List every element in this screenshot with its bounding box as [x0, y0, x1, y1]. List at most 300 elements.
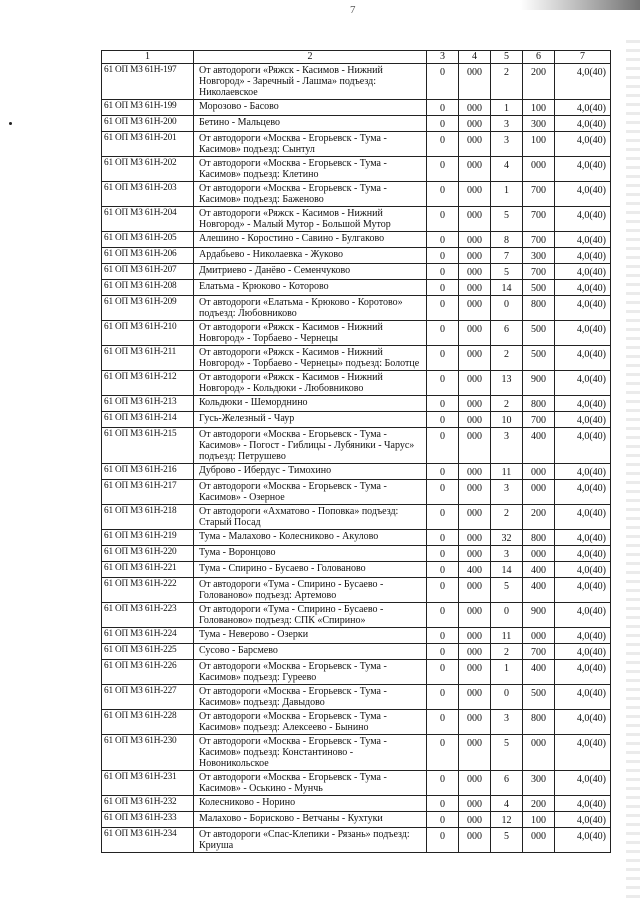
road-code: 61 ОП МЗ 61Н-206 [102, 248, 194, 264]
length-km: 12 [491, 812, 523, 828]
road-code: 61 ОП МЗ 61Н-213 [102, 396, 194, 412]
table-row [102, 828, 611, 853]
length-m: 100 [523, 100, 555, 116]
start-m: 000 [459, 505, 491, 530]
road-code: 61 ОП МЗ 61Н-228 [102, 710, 194, 735]
road-code: 61 ОП МЗ 61Н-203 [102, 182, 194, 207]
road-name: От автодороги «Москва - Егорьевск - Тума - Касимов» подъезд: Гуреево [194, 660, 427, 685]
start-km: 0 [427, 828, 459, 853]
road-name: Дуброво - Ибердус - Тимохино [194, 464, 427, 480]
length-m: 400 [523, 562, 555, 578]
length-km: 2 [491, 505, 523, 530]
start-m: 000 [459, 480, 491, 505]
length-km: 8 [491, 232, 523, 248]
start-km: 0 [427, 505, 459, 530]
length-m: 700 [523, 182, 555, 207]
load-category: 4,0(40) [555, 182, 611, 207]
load-category: 4,0(40) [555, 296, 611, 321]
length-m: 800 [523, 296, 555, 321]
load-category: 4,0(40) [555, 828, 611, 853]
length-m: 000 [523, 828, 555, 853]
length-km: 4 [491, 157, 523, 182]
length-m: 400 [523, 660, 555, 685]
road-code: 61 ОП МЗ 61Н-234 [102, 828, 194, 853]
load-category: 4,0(40) [555, 346, 611, 371]
start-km: 0 [427, 248, 459, 264]
length-m: 000 [523, 157, 555, 182]
road-code: 61 ОП МЗ 61Н-222 [102, 578, 194, 603]
table-row [102, 464, 611, 480]
scan-shadow-right [626, 40, 640, 900]
length-m: 000 [523, 628, 555, 644]
length-km: 3 [491, 546, 523, 562]
length-km: 2 [491, 396, 523, 412]
table-row [102, 64, 611, 100]
road-code: 61 ОП МЗ 61Н-200 [102, 116, 194, 132]
length-km: 10 [491, 412, 523, 428]
start-km: 0 [427, 412, 459, 428]
start-km: 0 [427, 321, 459, 346]
start-m: 000 [459, 796, 491, 812]
road-code: 61 ОП МЗ 61Н-210 [102, 321, 194, 346]
table-body [102, 64, 611, 853]
load-category: 4,0(40) [555, 505, 611, 530]
road-name: Сусово - Барсмево [194, 644, 427, 660]
length-km: 13 [491, 371, 523, 396]
start-km: 0 [427, 735, 459, 771]
load-category: 4,0(40) [555, 371, 611, 396]
road-code: 61 ОП МЗ 61Н-227 [102, 685, 194, 710]
road-name: От автодороги «Москва - Егорьевск - Тума - Касимов» - Озерное [194, 480, 427, 505]
length-m: 400 [523, 578, 555, 603]
start-km: 0 [427, 628, 459, 644]
length-m: 700 [523, 264, 555, 280]
road-name: Ардабьево - Николаевка - Жуково [194, 248, 427, 264]
road-name: Кольдюки - Шеморднино [194, 396, 427, 412]
length-m: 500 [523, 346, 555, 371]
length-km: 1 [491, 182, 523, 207]
road-code: 61 ОП МЗ 61Н-226 [102, 660, 194, 685]
road-name: От автодороги «Тума - Спирино - Бусаево - Голованово» подъезд: Артемово [194, 578, 427, 603]
length-m: 200 [523, 505, 555, 530]
header-row [102, 51, 611, 64]
load-category: 4,0(40) [555, 464, 611, 480]
start-m: 000 [459, 100, 491, 116]
length-km: 32 [491, 530, 523, 546]
start-km: 0 [427, 207, 459, 232]
load-category: 4,0(40) [555, 396, 611, 412]
table-row [102, 182, 611, 207]
road-name: От автодороги «Москва - Егорьевск - Тума - Касимов» подъезд: Баженово [194, 182, 427, 207]
start-km: 0 [427, 182, 459, 207]
start-km: 0 [427, 480, 459, 505]
roads-table [101, 50, 611, 853]
table-row [102, 480, 611, 505]
table-row [102, 280, 611, 296]
length-km: 14 [491, 280, 523, 296]
road-name: Дмитриево - Данёво - Семенчуково [194, 264, 427, 280]
road-code: 61 ОП МЗ 61Н-221 [102, 562, 194, 578]
road-name: Гусь-Железный - Чаур [194, 412, 427, 428]
length-m: 500 [523, 321, 555, 346]
road-name: Малахово - Борисково - Ветчаны - Кухтуки [194, 812, 427, 828]
road-code: 61 ОП МЗ 61Н-201 [102, 132, 194, 157]
load-category: 4,0(40) [555, 264, 611, 280]
road-code: 61 ОП МЗ 61Н-223 [102, 603, 194, 628]
road-code: 61 ОП МЗ 61Н-230 [102, 735, 194, 771]
start-m: 000 [459, 371, 491, 396]
length-km: 5 [491, 578, 523, 603]
length-m: 200 [523, 64, 555, 100]
road-code: 61 ОП МЗ 61Н-208 [102, 280, 194, 296]
road-code: 61 ОП МЗ 61Н-207 [102, 264, 194, 280]
start-m: 000 [459, 771, 491, 796]
length-m: 900 [523, 371, 555, 396]
load-category: 4,0(40) [555, 321, 611, 346]
start-km: 0 [427, 644, 459, 660]
start-m: 000 [459, 264, 491, 280]
start-m: 000 [459, 232, 491, 248]
load-category: 4,0(40) [555, 248, 611, 264]
start-km: 0 [427, 771, 459, 796]
length-m: 000 [523, 546, 555, 562]
length-km: 0 [491, 296, 523, 321]
start-km: 0 [427, 562, 459, 578]
start-km: 0 [427, 428, 459, 464]
road-name: Тума - Малахово - Колесниково - Акулово [194, 530, 427, 546]
table-row [102, 371, 611, 396]
length-km: 1 [491, 100, 523, 116]
road-code: 61 ОП МЗ 61Н-202 [102, 157, 194, 182]
start-km: 0 [427, 232, 459, 248]
start-km: 0 [427, 280, 459, 296]
table-row [102, 412, 611, 428]
start-m: 000 [459, 280, 491, 296]
length-m: 800 [523, 396, 555, 412]
length-km: 3 [491, 428, 523, 464]
start-m: 000 [459, 530, 491, 546]
road-code: 61 ОП МЗ 61Н-212 [102, 371, 194, 396]
road-name: От автодороги «Ряжск - Касимов - Нижний Новгород» - Малый Мутор - Большой Мутор [194, 207, 427, 232]
length-km: 6 [491, 321, 523, 346]
table-row [102, 628, 611, 644]
start-m: 000 [459, 660, 491, 685]
load-category: 4,0(40) [555, 546, 611, 562]
road-code: 61 ОП МЗ 61Н-220 [102, 546, 194, 562]
start-m: 000 [459, 132, 491, 157]
road-name: Тума - Спирино - Бусаево - Голованово [194, 562, 427, 578]
length-km: 11 [491, 464, 523, 480]
start-m: 000 [459, 321, 491, 346]
table-row [102, 396, 611, 412]
length-m: 000 [523, 464, 555, 480]
start-m: 000 [459, 828, 491, 853]
table-row [102, 100, 611, 116]
load-category: 4,0(40) [555, 660, 611, 685]
road-name: От автодороги «Ахматово - Поповка» подъезд: Старый Посад [194, 505, 427, 530]
start-m: 000 [459, 644, 491, 660]
road-name: Елатьма - Крюково - Которово [194, 280, 427, 296]
table-row [102, 735, 611, 771]
start-km: 0 [427, 530, 459, 546]
start-km: 0 [427, 464, 459, 480]
length-m: 700 [523, 412, 555, 428]
load-category: 4,0(40) [555, 530, 611, 546]
road-code: 61 ОП МЗ 61Н-219 [102, 530, 194, 546]
page-number: 7 [350, 4, 356, 16]
load-category: 4,0(40) [555, 735, 611, 771]
load-category: 4,0(40) [555, 771, 611, 796]
road-name: От автодороги «Ряжск - Касимов - Нижний Новгород» - Кольдюки - Любовниково [194, 371, 427, 396]
length-km: 2 [491, 644, 523, 660]
length-m: 300 [523, 116, 555, 132]
road-name: Бетино - Мальцево [194, 116, 427, 132]
start-m: 000 [459, 396, 491, 412]
road-code: 61 ОП МЗ 61Н-205 [102, 232, 194, 248]
load-category: 4,0(40) [555, 100, 611, 116]
road-name: От автодороги «Тума - Спирино - Бусаево - Голованово» подъезд: СПК «Спирино» [194, 603, 427, 628]
road-code: 61 ОП МЗ 61Н-215 [102, 428, 194, 464]
table-row [102, 321, 611, 346]
start-m: 000 [459, 735, 491, 771]
column-header-7: 7 [555, 51, 611, 64]
length-km: 7 [491, 248, 523, 264]
road-name: Тума - Неверово - Озерки [194, 628, 427, 644]
length-km: 5 [491, 735, 523, 771]
start-m: 000 [459, 207, 491, 232]
start-m: 000 [459, 464, 491, 480]
table-row [102, 232, 611, 248]
length-km: 3 [491, 480, 523, 505]
table-row [102, 562, 611, 578]
table-row [102, 428, 611, 464]
start-km: 0 [427, 546, 459, 562]
column-header-1: 1 [102, 51, 194, 64]
column-header-5: 5 [491, 51, 523, 64]
start-km: 0 [427, 346, 459, 371]
start-m: 000 [459, 546, 491, 562]
length-km: 6 [491, 771, 523, 796]
road-code: 61 ОП МЗ 61Н-211 [102, 346, 194, 371]
length-km: 0 [491, 603, 523, 628]
road-name: Алешино - Коростино - Савино - Булгаково [194, 232, 427, 248]
road-name: От автодороги «Спас-Клепики - Рязань» подъезд: Криуша [194, 828, 427, 853]
start-m: 000 [459, 116, 491, 132]
load-category: 4,0(40) [555, 812, 611, 828]
start-m: 000 [459, 346, 491, 371]
length-m: 700 [523, 207, 555, 232]
length-km: 1 [491, 660, 523, 685]
road-name: От автодороги «Москва - Егорьевск - Тума - Касимов» подъезд: Клетино [194, 157, 427, 182]
load-category: 4,0(40) [555, 796, 611, 812]
length-m: 000 [523, 735, 555, 771]
length-km: 14 [491, 562, 523, 578]
start-km: 0 [427, 157, 459, 182]
start-km: 0 [427, 116, 459, 132]
start-km: 0 [427, 578, 459, 603]
column-header-2: 2 [194, 51, 427, 64]
table-row [102, 116, 611, 132]
length-km: 5 [491, 828, 523, 853]
length-km: 11 [491, 628, 523, 644]
road-code: 61 ОП МЗ 61Н-197 [102, 64, 194, 100]
length-km: 2 [491, 64, 523, 100]
start-m: 000 [459, 578, 491, 603]
start-m: 000 [459, 248, 491, 264]
road-name: От автодороги «Елатьма - Крюково - Коротово» подъезд: Любовниково [194, 296, 427, 321]
column-header-4: 4 [459, 51, 491, 64]
table-row [102, 796, 611, 812]
load-category: 4,0(40) [555, 578, 611, 603]
road-code: 61 ОП МЗ 61Н-224 [102, 628, 194, 644]
start-km: 0 [427, 296, 459, 321]
load-category: 4,0(40) [555, 116, 611, 132]
road-code: 61 ОП МЗ 61Н-218 [102, 505, 194, 530]
road-code: 61 ОП МЗ 61Н-204 [102, 207, 194, 232]
load-category: 4,0(40) [555, 710, 611, 735]
load-category: 4,0(40) [555, 685, 611, 710]
table-row [102, 771, 611, 796]
road-name: От автодороги «Ряжск - Касимов - Нижний Новгород» - Торбаево - Чернецы» подъезд: Болотце [194, 346, 427, 371]
load-category: 4,0(40) [555, 280, 611, 296]
start-m: 000 [459, 182, 491, 207]
road-code: 61 ОП МЗ 61Н-209 [102, 296, 194, 321]
table-row [102, 346, 611, 371]
road-name: Тума - Воронцово [194, 546, 427, 562]
road-name: От автодороги «Москва - Егорьевск - Тума - Касимов» - Погост - Гиблицы - Лубяники - Чарус» подъезд: Петрушево [194, 428, 427, 464]
road-code: 61 ОП МЗ 61Н-217 [102, 480, 194, 505]
load-category: 4,0(40) [555, 207, 611, 232]
load-category: 4,0(40) [555, 428, 611, 464]
road-code: 61 ОП МЗ 61Н-216 [102, 464, 194, 480]
column-header-6: 6 [523, 51, 555, 64]
start-m: 000 [459, 296, 491, 321]
table-row [102, 530, 611, 546]
start-km: 0 [427, 100, 459, 116]
length-m: 800 [523, 530, 555, 546]
road-code: 61 ОП МЗ 61Н-233 [102, 812, 194, 828]
load-category: 4,0(40) [555, 232, 611, 248]
road-name: От автодороги «Москва - Егорьевск - Тума - Касимов» подъезд: Алексеево - Бынино [194, 710, 427, 735]
length-m: 100 [523, 812, 555, 828]
table-row [102, 296, 611, 321]
start-km: 0 [427, 685, 459, 710]
length-m: 500 [523, 280, 555, 296]
table-row [102, 264, 611, 280]
road-code: 61 ОП МЗ 61Н-214 [102, 412, 194, 428]
start-km: 0 [427, 603, 459, 628]
load-category: 4,0(40) [555, 64, 611, 100]
table-row [102, 644, 611, 660]
road-name: От автодороги «Москва - Егорьевск - Тума - Касимов» подъезд: Сынтул [194, 132, 427, 157]
table-row [102, 578, 611, 603]
table-row [102, 207, 611, 232]
length-m: 000 [523, 480, 555, 505]
length-km: 3 [491, 116, 523, 132]
start-km: 0 [427, 264, 459, 280]
table-row [102, 505, 611, 530]
start-km: 0 [427, 660, 459, 685]
table-row [102, 603, 611, 628]
start-m: 000 [459, 603, 491, 628]
start-m: 000 [459, 157, 491, 182]
length-km: 5 [491, 207, 523, 232]
length-m: 800 [523, 710, 555, 735]
start-km: 0 [427, 64, 459, 100]
table-row [102, 132, 611, 157]
length-m: 300 [523, 771, 555, 796]
start-m: 000 [459, 628, 491, 644]
scan-speck [9, 122, 12, 125]
length-m: 700 [523, 644, 555, 660]
start-km: 0 [427, 796, 459, 812]
table-row [102, 660, 611, 685]
start-km: 0 [427, 371, 459, 396]
length-m: 100 [523, 132, 555, 157]
scan-shadow-top [520, 0, 640, 10]
road-name: От автодороги «Москва - Егорьевск - Тума - Касимов» подъезд: Давыдово [194, 685, 427, 710]
start-m: 000 [459, 812, 491, 828]
road-name: От автодороги «Ряжск - Касимов - Нижний Новгород» - Заречный - Лашма» подъезд: Николаевское [194, 64, 427, 100]
road-name: Колесниково - Норино [194, 796, 427, 812]
load-category: 4,0(40) [555, 644, 611, 660]
column-header-3: 3 [427, 51, 459, 64]
road-name: От автодороги «Москва - Егорьевск - Тума - Касимов» подъезд: Константиново - Новоникольское [194, 735, 427, 771]
start-m: 000 [459, 685, 491, 710]
length-m: 200 [523, 796, 555, 812]
load-category: 4,0(40) [555, 562, 611, 578]
road-name: Морозово - Басово [194, 100, 427, 116]
road-code: 61 ОП МЗ 61Н-225 [102, 644, 194, 660]
start-m: 000 [459, 64, 491, 100]
length-m: 300 [523, 248, 555, 264]
start-m: 000 [459, 428, 491, 464]
road-name: От автодороги «Ряжск - Касимов - Нижний Новгород» - Торбаево - Чернецы [194, 321, 427, 346]
load-category: 4,0(40) [555, 157, 611, 182]
load-category: 4,0(40) [555, 628, 611, 644]
length-m: 400 [523, 428, 555, 464]
length-km: 0 [491, 685, 523, 710]
length-km: 3 [491, 132, 523, 157]
load-category: 4,0(40) [555, 132, 611, 157]
road-name: От автодороги «Москва - Егорьевск - Тума - Касимов» - Оськино - Мунчь [194, 771, 427, 796]
length-km: 5 [491, 264, 523, 280]
load-category: 4,0(40) [555, 603, 611, 628]
length-km: 3 [491, 710, 523, 735]
table-row [102, 248, 611, 264]
table-row [102, 812, 611, 828]
road-code: 61 ОП МЗ 61Н-199 [102, 100, 194, 116]
road-code: 61 ОП МЗ 61Н-232 [102, 796, 194, 812]
start-m: 000 [459, 710, 491, 735]
start-km: 0 [427, 396, 459, 412]
table-row [102, 546, 611, 562]
start-km: 0 [427, 812, 459, 828]
length-m: 700 [523, 232, 555, 248]
length-km: 2 [491, 346, 523, 371]
start-km: 0 [427, 132, 459, 157]
start-m: 000 [459, 412, 491, 428]
length-m: 900 [523, 603, 555, 628]
table-row [102, 685, 611, 710]
load-category: 4,0(40) [555, 480, 611, 505]
table-row [102, 157, 611, 182]
start-m: 400 [459, 562, 491, 578]
start-km: 0 [427, 710, 459, 735]
load-category: 4,0(40) [555, 412, 611, 428]
length-km: 4 [491, 796, 523, 812]
length-m: 500 [523, 685, 555, 710]
